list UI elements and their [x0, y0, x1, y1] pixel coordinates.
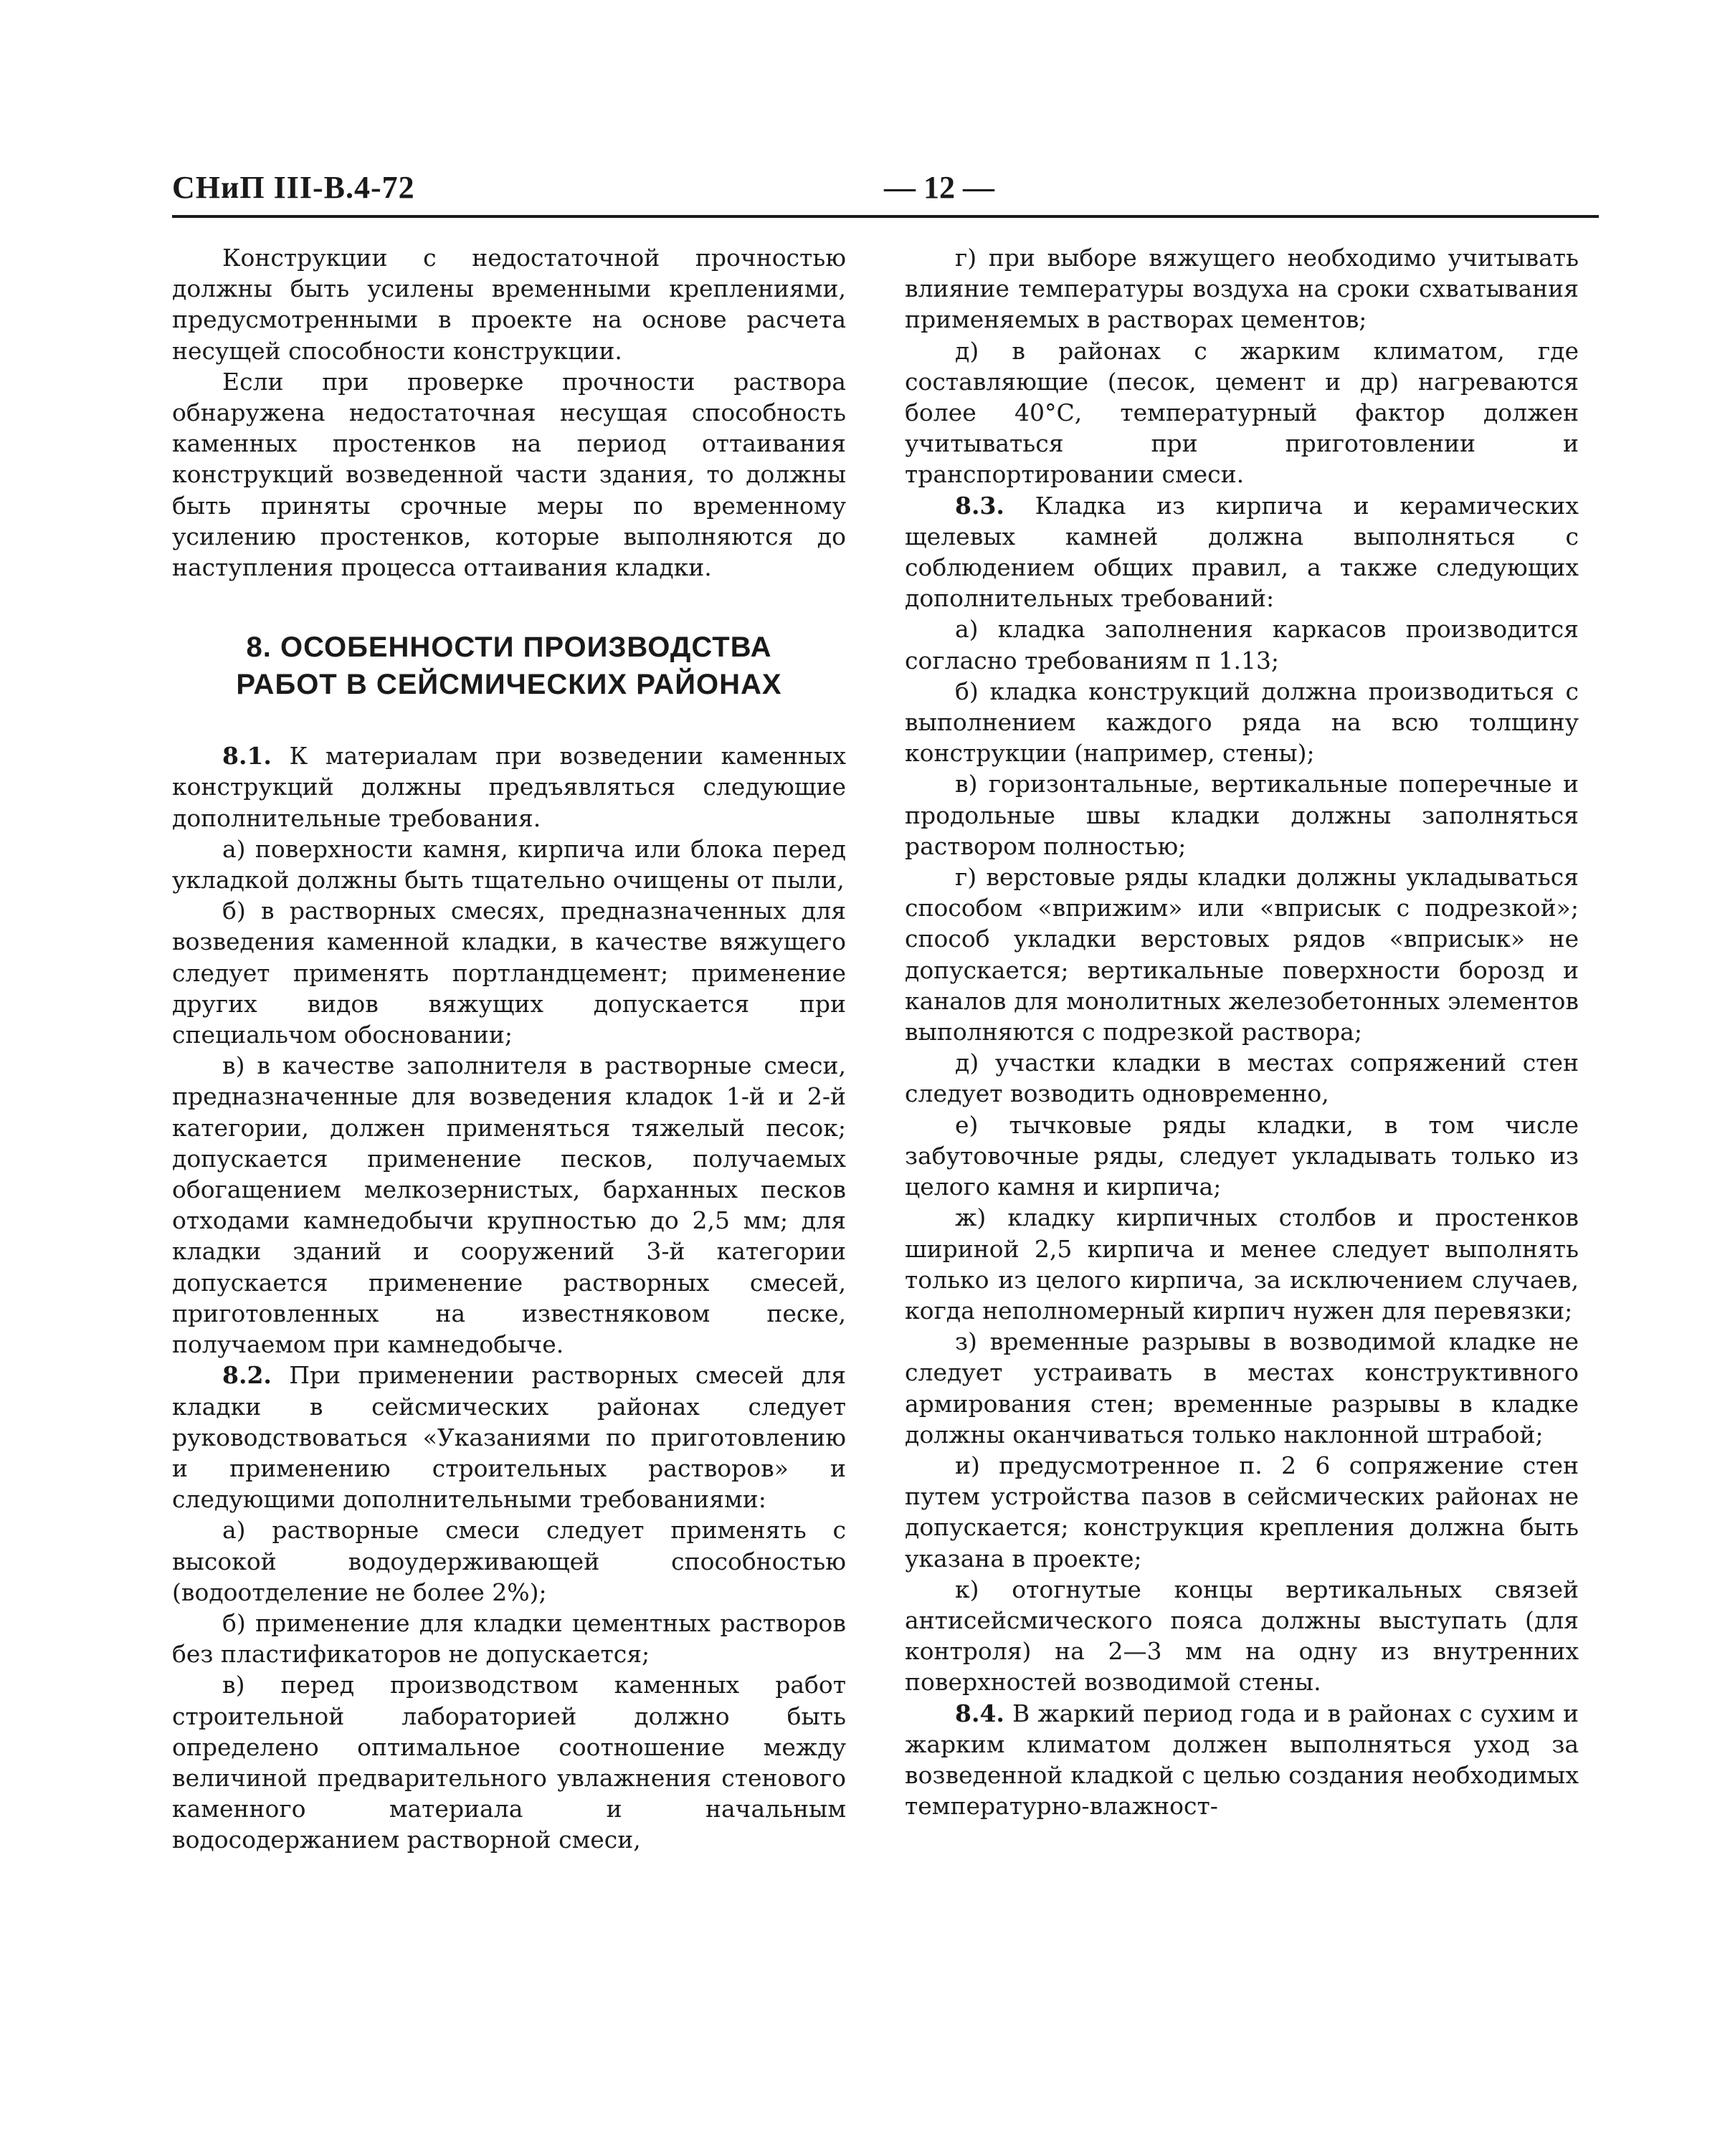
clause-8-2 [172, 1360, 846, 1515]
header-divider [172, 215, 1599, 218]
list-item: г) при выборе вяжущего необходимо учитывать влияние температуры воздуха на сроки схватывания применяемых в растворах цементов; [905, 244, 1579, 334]
list-item: е) тычковые ряды кладки, в том числе забутовочные ряды, следует укладывать только из целого камня и кирпича; [905, 1110, 1579, 1201]
clause-number: 8.3. [955, 491, 1004, 520]
list-item: з) временные разрывы в возводимой кладке не следует устраивать в местах конструктивного армирования стен; временные разрывы в кладке должны оканчиваться только наклонной штрабой; [905, 1327, 1579, 1449]
document-code: СНиП III-В.4-72 [172, 170, 415, 205]
list-item: б) в растворных смесях, предназначенных для возведения каменной кладки, в качестве вяжущего следует применять портландцемент; применение других видов вяжущих допускается при специальчом обосновании; [172, 897, 846, 1049]
list-item: а) поверхности камня, кирпича или блока перед укладкой должны быть тщательно очищены от пыли, [172, 834, 846, 895]
section-title [172, 629, 846, 703]
left-column [172, 242, 846, 1856]
clause-number: 8.1. [222, 742, 272, 771]
list-item: ж) кладку кирпичных столбов и простенков шириной 2,5 кирпича и менее следует выполнять только из целого кирпича, за исключением случаев, когда неполномерный кирпич нужен для перевязки; [905, 1203, 1579, 1325]
clause-text: К материалам при возведении каменных конструкций должны предъявляться следующие дополнительные требования. [172, 742, 846, 832]
clause-text: В жаркий период года и в районах с сухим и жарким климатом должен выполняться уход за возведенной кладкой с целью создания необходимых температурно-влажност- [905, 1699, 1579, 1821]
list-item: г) верстовые ряды кладки должны укладываться способом «вприжим» или «вприсык с подрезкой»; способ укладки верстовых рядов «вприсык» не допускается; вертикальные поверхности борозд и каналов для монолитных железобетонных элементов выполняются с подрезкой раствора; [905, 863, 1579, 1046]
clause-8-4 [905, 1698, 1579, 1822]
right-column [905, 242, 1579, 1821]
clause-8-3 [905, 490, 1579, 614]
paragraph: Если при проверке прочности раствора обнаружена недостаточная несущая способность каменных простенков на период оттаивания конструкций возведенной части здания, то должны быть приняты срочные меры по временному усилению простенков, которые выполняются до наступления процесса оттаивания кладки. [172, 367, 846, 582]
list-item: д) в районах с жарким климатом, где составляющие (песок, цемент и др) нагреваются более 40°С, температурный фактор должен учитываться при приготовлении и транспортировании смеси. [905, 336, 1579, 489]
page-number: — 12 — [884, 170, 994, 205]
list-item: б) применение для кладки цементных растворов без пластификаторов не допускается; [172, 1608, 846, 1669]
list-item: в) перед производством каменных работ строительной лабораторией должно быть определено оптимальное соотношение между величиной предварительного увлажнения стенового каменного материала и начальным водосодержанием растворной смеси, [172, 1671, 846, 1854]
clause-number: 8.2. [222, 1361, 272, 1390]
paragraph: Конструкции с недостаточной прочностью должны быть усилены временными креплениями, предусмотренными в проекте на основе расчета несущей способности конструкции. [172, 244, 846, 365]
list-item: б) кладка конструкций должна производиться с выполнением каждого ряда на всю толщину конструкции (например, стены); [905, 677, 1579, 768]
section-title-line: РАБОТ В СЕЙСМИЧЕСКИХ РАЙОНАХ [236, 669, 782, 701]
list-item: а) растворные смеси следует применять с высокой водоудерживающей способностью (водоотделение не более 2%); [172, 1516, 846, 1606]
list-item: а) кладка заполнения каркасов производится согласно требованиям п 1.13; [905, 615, 1579, 674]
list-item: и) предусмотренное п. 2 6 сопряжение стен путем устройства пазов в сейсмических районах не допускается; конструкция крепления должна быть указана в проекте; [905, 1451, 1579, 1573]
list-item: в) горизонтальные, вертикальные поперечные и продольные швы кладки должны заполняться раствором полностью; [905, 770, 1579, 860]
clause-number: 8.4. [955, 1699, 1004, 1727]
clause-8-1 [172, 740, 846, 834]
list-item: к) отогнутые концы вертикальных связей антисейсмического пояса должны выступать (для контроля) на 2—3 мм на одну из внутренних поверхностей возводимой стены. [905, 1575, 1579, 1697]
clause-text: При применении растворных смесей для кладки в сейсмических районах следует руководствоваться «Указаниями по приготовлению и применению строительных растворов» и следующими дополнительными требованиями: [172, 1361, 846, 1514]
page-header [172, 166, 1599, 216]
list-item: д) участки кладки в местах сопряжений стен следует возводить одновременно, [905, 1049, 1579, 1108]
section-title-line: 8. ОСОБЕННОСТИ ПРОИЗВОДСТВА [246, 631, 772, 664]
list-item: в) в качестве заполнителя в растворные смеси, предназначенные для возведения кладок 1-й и 2-й категории, должен применяться тяжелый песок; допускается применение песков, получаемых обогащением мелкозернистых, барханных песков отходами камнедобычи крупностью до 2,5 мм; для кладки зданий и сооружений 3-й категории допускается применение растворных смесей, приготовленных на известняковом песке, получаемом при камнедобыче. [172, 1051, 846, 1359]
clause-text: Кладка из кирпича и керамических щелевых камней должна выполняться с соблюдением общих правил, а также следующих дополнительных требований: [905, 491, 1579, 613]
